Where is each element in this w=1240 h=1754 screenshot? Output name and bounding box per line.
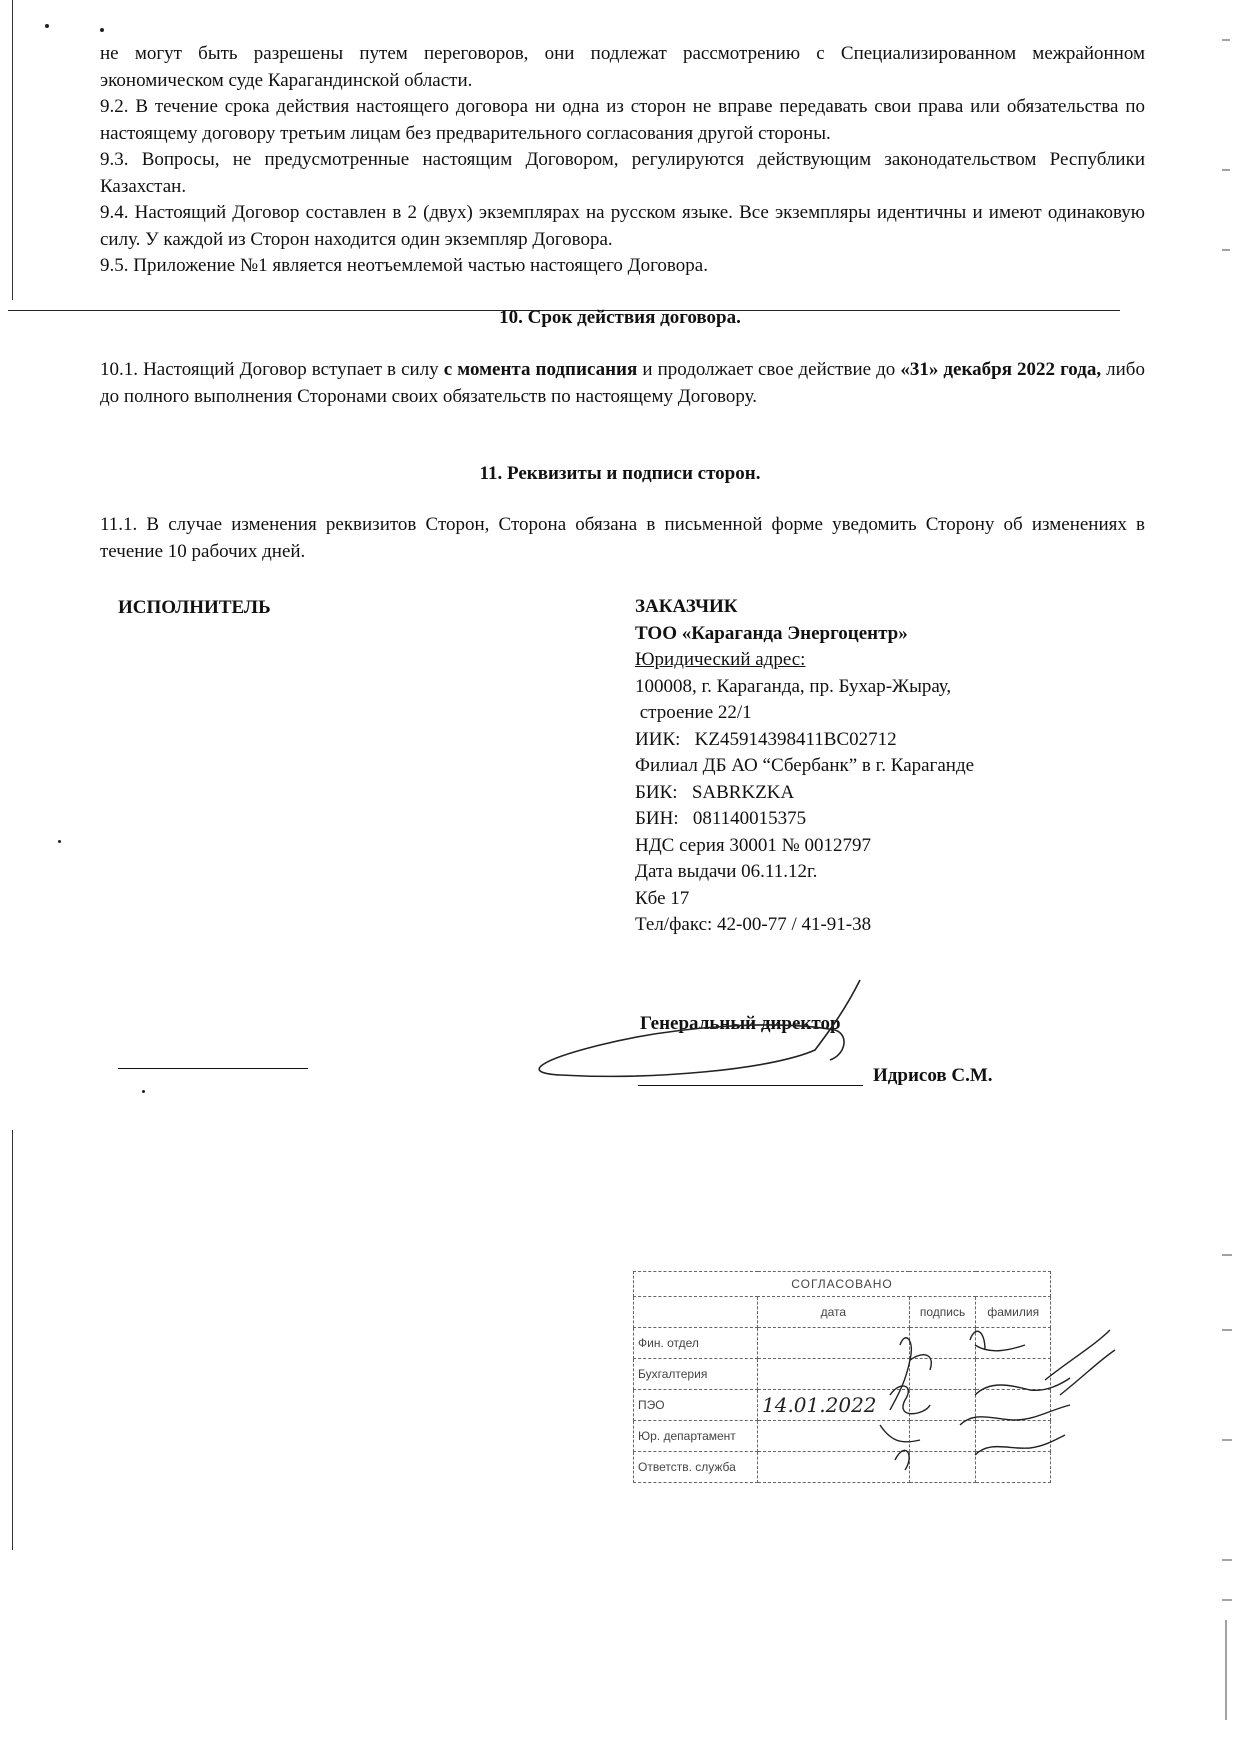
customer-title: ЗАКАЗЧИК bbox=[635, 596, 738, 617]
stamp-row-label: Фин. отдел bbox=[634, 1327, 758, 1358]
customer-bin: БИН: 081140015375 bbox=[635, 808, 807, 829]
customer-address-line2: строение 22/1 bbox=[635, 702, 752, 723]
customer-address-label: Юридический адрес: bbox=[635, 649, 806, 670]
para-9-5: 9.5. Приложение №1 является неотъемлемой частью настоящего Договора. bbox=[100, 255, 708, 276]
stamp-row-label: Ответств. служба bbox=[634, 1451, 758, 1482]
para-10-1-e: либо до полного выполнения Сторонами своих обязательств по настоящему Договору. bbox=[100, 359, 1145, 407]
customer-nds: НДС серия 30001 № 0012797 bbox=[635, 834, 871, 856]
stamp-title: СОГЛАСОВАНО bbox=[634, 1272, 1051, 1297]
customer-signatory: Идрисов С.М. bbox=[873, 1065, 993, 1086]
para-9-2: 9.2. В течение срока действия настоящего договора ни одна из сторон не вправе передавать свои права или обязательства по настоящему договору третьим лицам без предварительного согласования другой стороны. bbox=[100, 96, 1145, 144]
stamp-col-surname: фамилия bbox=[976, 1296, 1051, 1327]
section-10-heading: 10. Срок действия договора. bbox=[499, 307, 741, 328]
para-10-1-d: «31» декабря 2022 года, bbox=[900, 359, 1102, 380]
para-10-1-a: 10.1. Настоящий Договор вступает в силу bbox=[100, 359, 444, 380]
customer-iik: ИИК: KZ45914398411BC02712 bbox=[635, 728, 897, 750]
para-9-3: 9.3. Вопросы, не предусмотренные настоящим Договором, регулируются действующим законодательством Республики Казахстан. bbox=[100, 149, 1145, 197]
para-10-1-b: с момента подписания bbox=[443, 359, 638, 380]
customer-company: ТОО «Караганда Энергоцентр» bbox=[635, 622, 908, 644]
para-10-1-c: и продолжает свое действие до bbox=[637, 359, 901, 380]
stamp-row-label: ПЭО bbox=[634, 1389, 758, 1420]
executor-title: ИСПОЛНИТЕЛЬ bbox=[118, 597, 271, 618]
stamp-handwritten-date: 14.01.2022 bbox=[758, 1389, 910, 1420]
customer-bik: БИК: SABRKZKA bbox=[635, 781, 795, 803]
stamp-row-label: Юр. департамент bbox=[634, 1420, 758, 1451]
section-11-heading: 11. Реквизиты и подписи сторон. bbox=[479, 463, 761, 484]
customer-phone: Тел/факс: 42-00-77 / 41-91-38 bbox=[635, 914, 872, 935]
customer-bank: Филиал ДБ АО “Сбербанк” в г. Караганде bbox=[635, 755, 975, 776]
customer-position: Генеральный директор bbox=[640, 1013, 841, 1034]
stamp-col-signature: подпись bbox=[909, 1296, 976, 1327]
para-9-4: 9.4. Настоящий Договор составлен в 2 (двух) экземплярах на русском языке. Все экземпляры идентичны и имеют одинаковую силу. У каждой из Сторон находится один экземпляр Договора. bbox=[100, 202, 1145, 250]
customer-address-line1: 100008, г. Караганда, пр. Бухар-Жырау, bbox=[635, 675, 952, 697]
customer-issue-date: Дата выдачи 06.11.12г. bbox=[635, 861, 818, 882]
para-11-1: 11.1. В случае изменения реквизитов Сторон, Сторона обязана в письменной форме уведомить Сторону об изменениях в течение 10 рабочих дней. bbox=[100, 514, 1145, 562]
customer-kbe: Кбе 17 bbox=[635, 887, 690, 909]
stamp-col-date: дата bbox=[758, 1296, 910, 1327]
stamp-row-label: Бухгалтерия bbox=[634, 1358, 758, 1389]
para-9-1-continuation: не могут быть разрешены путем переговоров, они подлежат рассмотрению с Специализированном межрайонном экономическом суде Карагандинской области. bbox=[100, 43, 1145, 91]
